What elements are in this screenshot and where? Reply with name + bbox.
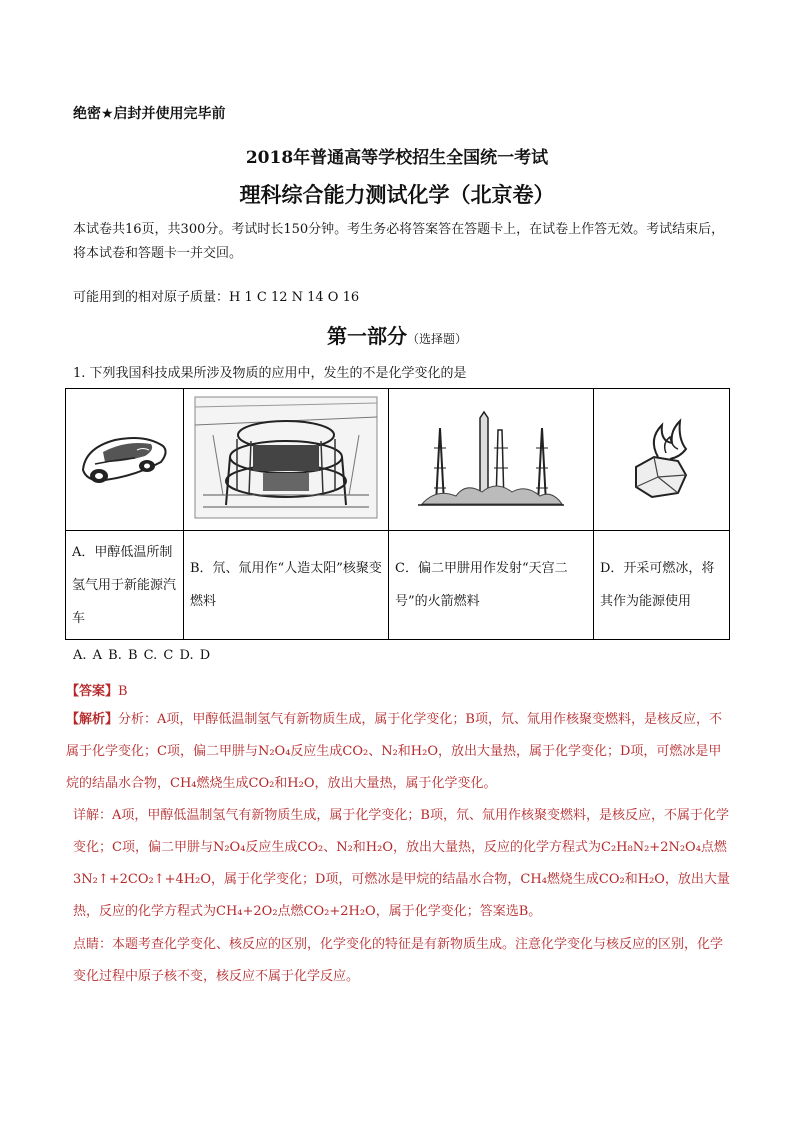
option-d-text: D．开采可燃冰，将其作为能源使用 bbox=[594, 531, 730, 640]
key-point-note: 点睛：本题考查化学变化、核反应的区别，化学变化的特征是有新物质生成。注意化学变化与核反应的区别，化学变化过程中原子核不变，核反应不属于化学反应。 bbox=[73, 937, 724, 984]
option-a-text: A．甲醇低温所制氢气用于新能源汽车 bbox=[66, 531, 184, 640]
option-c-image-cell bbox=[389, 389, 594, 531]
section-title: 第一部分 bbox=[326, 324, 407, 348]
option-a-image-cell bbox=[66, 389, 184, 531]
car-icon bbox=[75, 418, 175, 498]
answer-line bbox=[66, 680, 128, 699]
option-b-image-cell bbox=[184, 389, 389, 531]
confidential-notice: 绝密★启封并使用完毕前 bbox=[73, 106, 226, 122]
paper-title: 理科综合能力测试化学（北京卷） bbox=[239, 183, 555, 207]
option-b-text: B．氘、氚用作“人造太阳”核聚变燃料 bbox=[184, 531, 389, 640]
answer-value: B bbox=[118, 684, 128, 699]
detail-explanation: 详解：A项，甲醇低温制氢气有新物质生成，属于化学变化；B项，氘、氚用作核聚变燃料，是核反应，不属于化学变化；C项，偏二甲肼与N₂O₄反应生成CO₂、N₂和H₂O，放出大量热，反应的化学方程式为C₂H₈N₂+2N₂O₄点燃3N₂↑+2CO₂↑+4H₂O，属于化学变化；D项，可燃冰是甲烷的结晶水合物，CH₄燃烧生成CO₂和H₂O，放出大量热，反应的化学方程式为CH₄+2O₂点燃CO₂+2H₂O，属于化学变化；答案选B。 bbox=[73, 808, 730, 919]
answer-label: 【答案】 bbox=[66, 684, 119, 699]
option-d-image-cell bbox=[594, 389, 730, 531]
exam-title: 2018年普通高等学校招生全国统一考试 bbox=[245, 148, 549, 168]
question-stem: 1. 下列我国科技成果所涉及物质的应用中，发生的不是化学变化的是 bbox=[73, 366, 467, 381]
burning-ice-icon bbox=[622, 413, 702, 503]
fusion-reactor-icon bbox=[193, 395, 379, 520]
answer-choices: A. A B. B C. C D. D bbox=[73, 648, 211, 663]
option-c-text: C．偏二甲肼用作发射“天宫二号”的火箭燃料 bbox=[389, 531, 594, 640]
section-subtitle: （选择题） bbox=[406, 332, 467, 346]
options-table bbox=[65, 388, 730, 640]
atomic-mass-note: 可能用到的相对原子质量：H 1 C 12 N 14 O 16 bbox=[73, 290, 360, 305]
rocket-launch-icon bbox=[416, 408, 566, 508]
analysis-label: 【解析】 bbox=[66, 712, 119, 727]
analysis-block bbox=[66, 704, 731, 800]
section-heading bbox=[0, 320, 794, 349]
analysis-text: 分析：A项，甲醇低温制氢气有新物质生成，属于化学变化；B项，氘、氚用作核聚变燃料，是核反应，不属于化学变化；C项，偏二甲肼与N₂O₄反应生成CO₂、N₂和H₂O，放出大量热，属于化学变化；D项，可燃冰是甲烷的结晶水合物，CH₄燃烧生成CO₂和H₂O，放出大量热，属于化学变化。 bbox=[66, 712, 722, 791]
exam-instructions: 本试卷共16页，共300分。考试时长150分钟。考生务必将答案答在答题卡上，在试卷上作答无效。考试结束后，将本试卷和答题卡一并交回。 bbox=[73, 222, 725, 261]
